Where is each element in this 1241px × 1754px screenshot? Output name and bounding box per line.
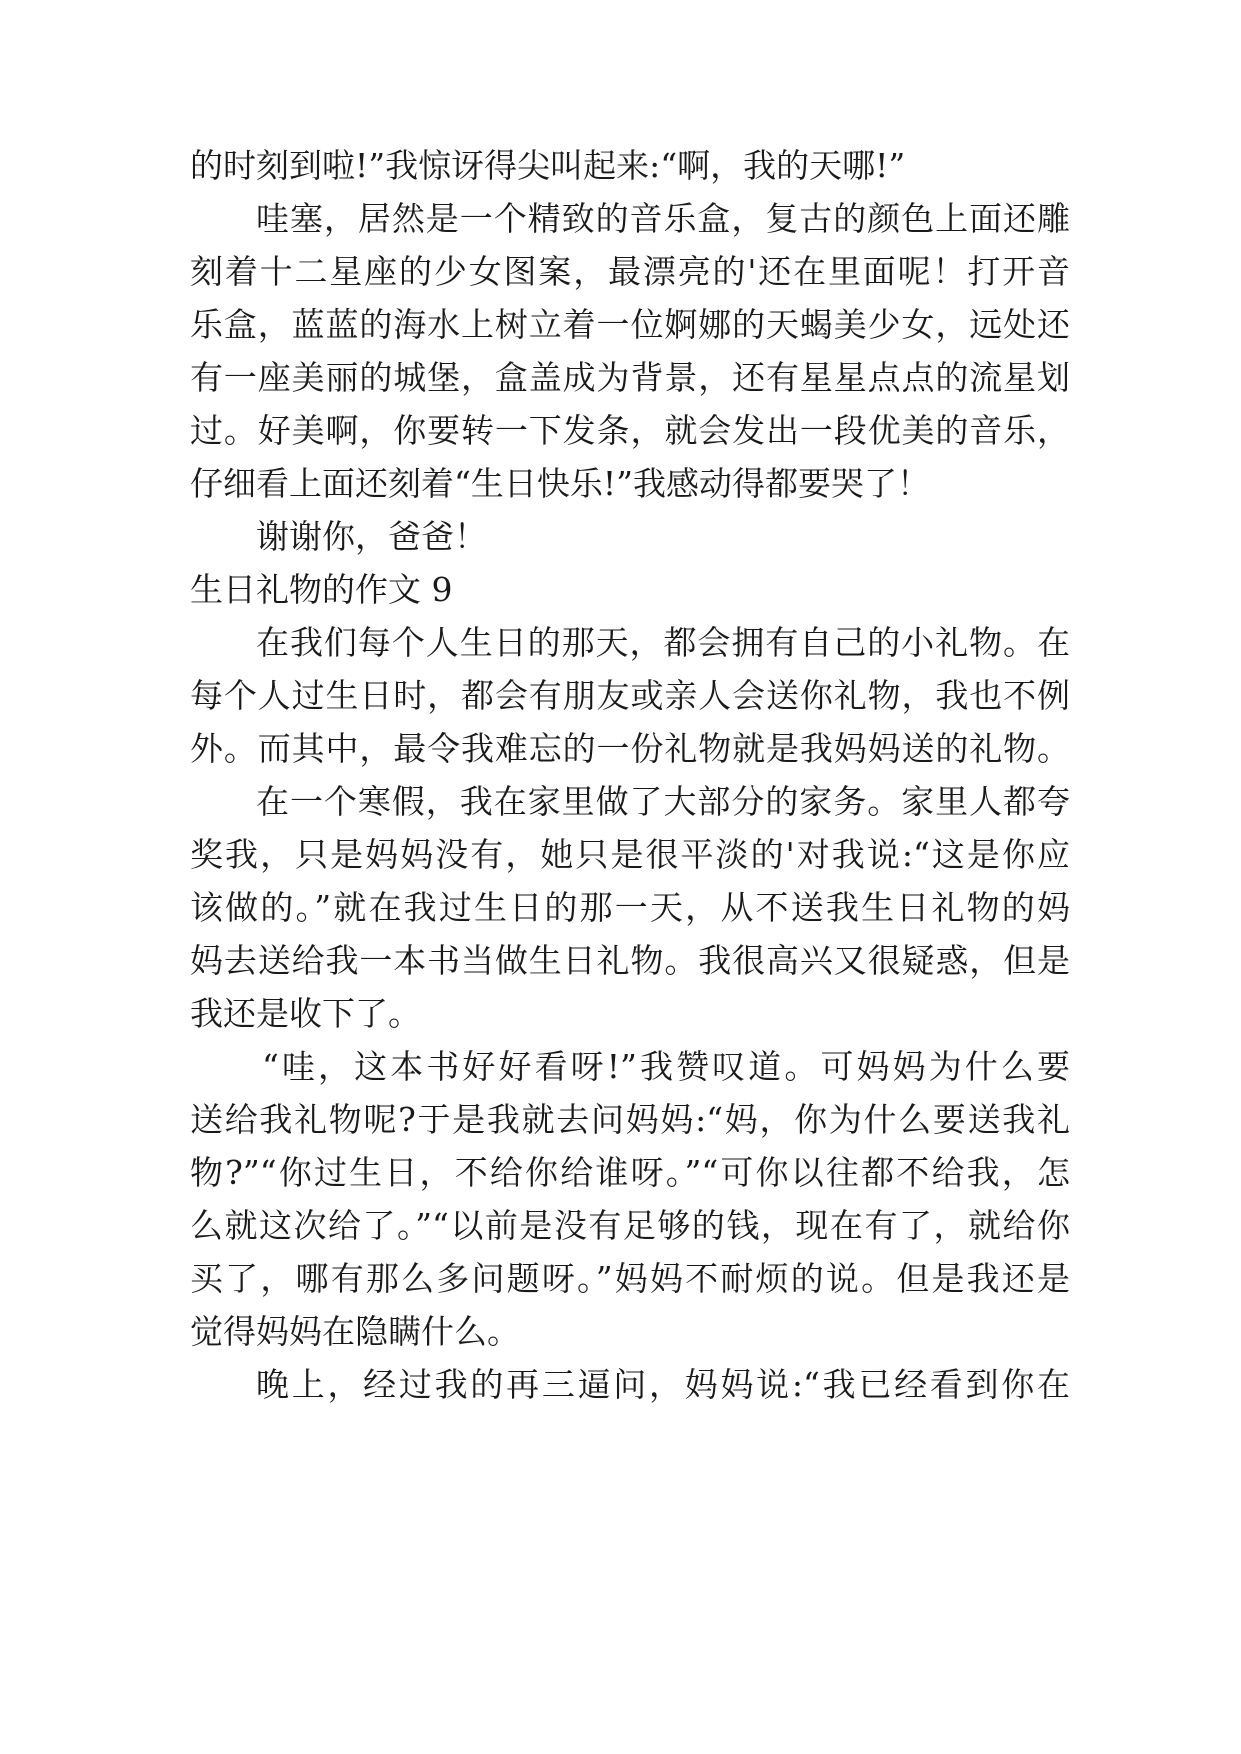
text-line: 在一个寒假，我在家里做了大部分的家务。家里人都夸 — [256, 782, 1070, 821]
text-line: 我还是收下了。 — [190, 994, 421, 1033]
text-line: 物?”“你过生日，不给你给谁呀。”“可你以往都不给我，怎 — [190, 1153, 1070, 1192]
text-line: 有一座美丽的城堡，盒盖成为背景，还有星星点点的流星划 — [190, 358, 1070, 397]
text-line: 仔细看上面还刻着“生日快乐!”我感动得都要哭了！ — [190, 464, 931, 503]
text-line: 妈去送给我一本书当做生日礼物。我很高兴又很疑惑，但是 — [190, 941, 1070, 980]
text-line: 每个人过生日时，都会有朋友或亲人会送你礼物，我也不例 — [190, 676, 1070, 715]
text-line: 刻着十二星座的少女图案，最漂亮的'还在里面呢！打开音 — [190, 252, 1070, 291]
text-line: 买了，哪有那么多问题呀。”妈妈不耐烦的说。但是我还是 — [190, 1259, 1070, 1298]
section-heading: 生日礼物的作文 9 — [190, 570, 453, 609]
text-line: 该做的。”就在我过生日的那一天，从不送我生日礼物的妈 — [190, 888, 1070, 927]
text-line: “哇，这本书好好看呀!”我赞叹道。可妈妈为什么要 — [262, 1047, 1070, 1086]
text-line: 外。而其中，最令我难忘的一份礼物就是我妈妈送的礼物。 — [190, 729, 1070, 768]
text-line: 过。好美啊，你要转一下发条，就会发出一段优美的音乐， — [190, 411, 1070, 450]
text-line: 晚上，经过我的再三逼问，妈妈说:“我已经看到你在 — [256, 1365, 1070, 1404]
text-line: 的时刻到啦!”我惊讶得尖叫起来:“啊，我的天哪!” — [190, 146, 906, 185]
text-line: 么就这次给了。”“以前是没有足够的钱，现在有了，就给你 — [190, 1206, 1070, 1245]
text-line: 谢谢你，爸爸！ — [256, 517, 487, 556]
text-line: 送给我礼物呢?于是我就去问妈妈:“妈，你为什么要送我礼 — [190, 1100, 1070, 1139]
text-line: 觉得妈妈在隐瞒什么。 — [190, 1312, 520, 1351]
text-line: 在我们每个人生日的那天，都会拥有自己的小礼物。在 — [256, 623, 1070, 662]
text-line: 乐盒，蓝蓝的海水上树立着一位婀娜的天蝎美少女，远处还 — [190, 305, 1070, 344]
text-line: 奖我，只是妈妈没有，她只是很平淡的'对我说:“这是你应 — [190, 835, 1070, 874]
text-line: 哇塞，居然是一个精致的音乐盒，复古的颜色上面还雕 — [256, 199, 1070, 238]
